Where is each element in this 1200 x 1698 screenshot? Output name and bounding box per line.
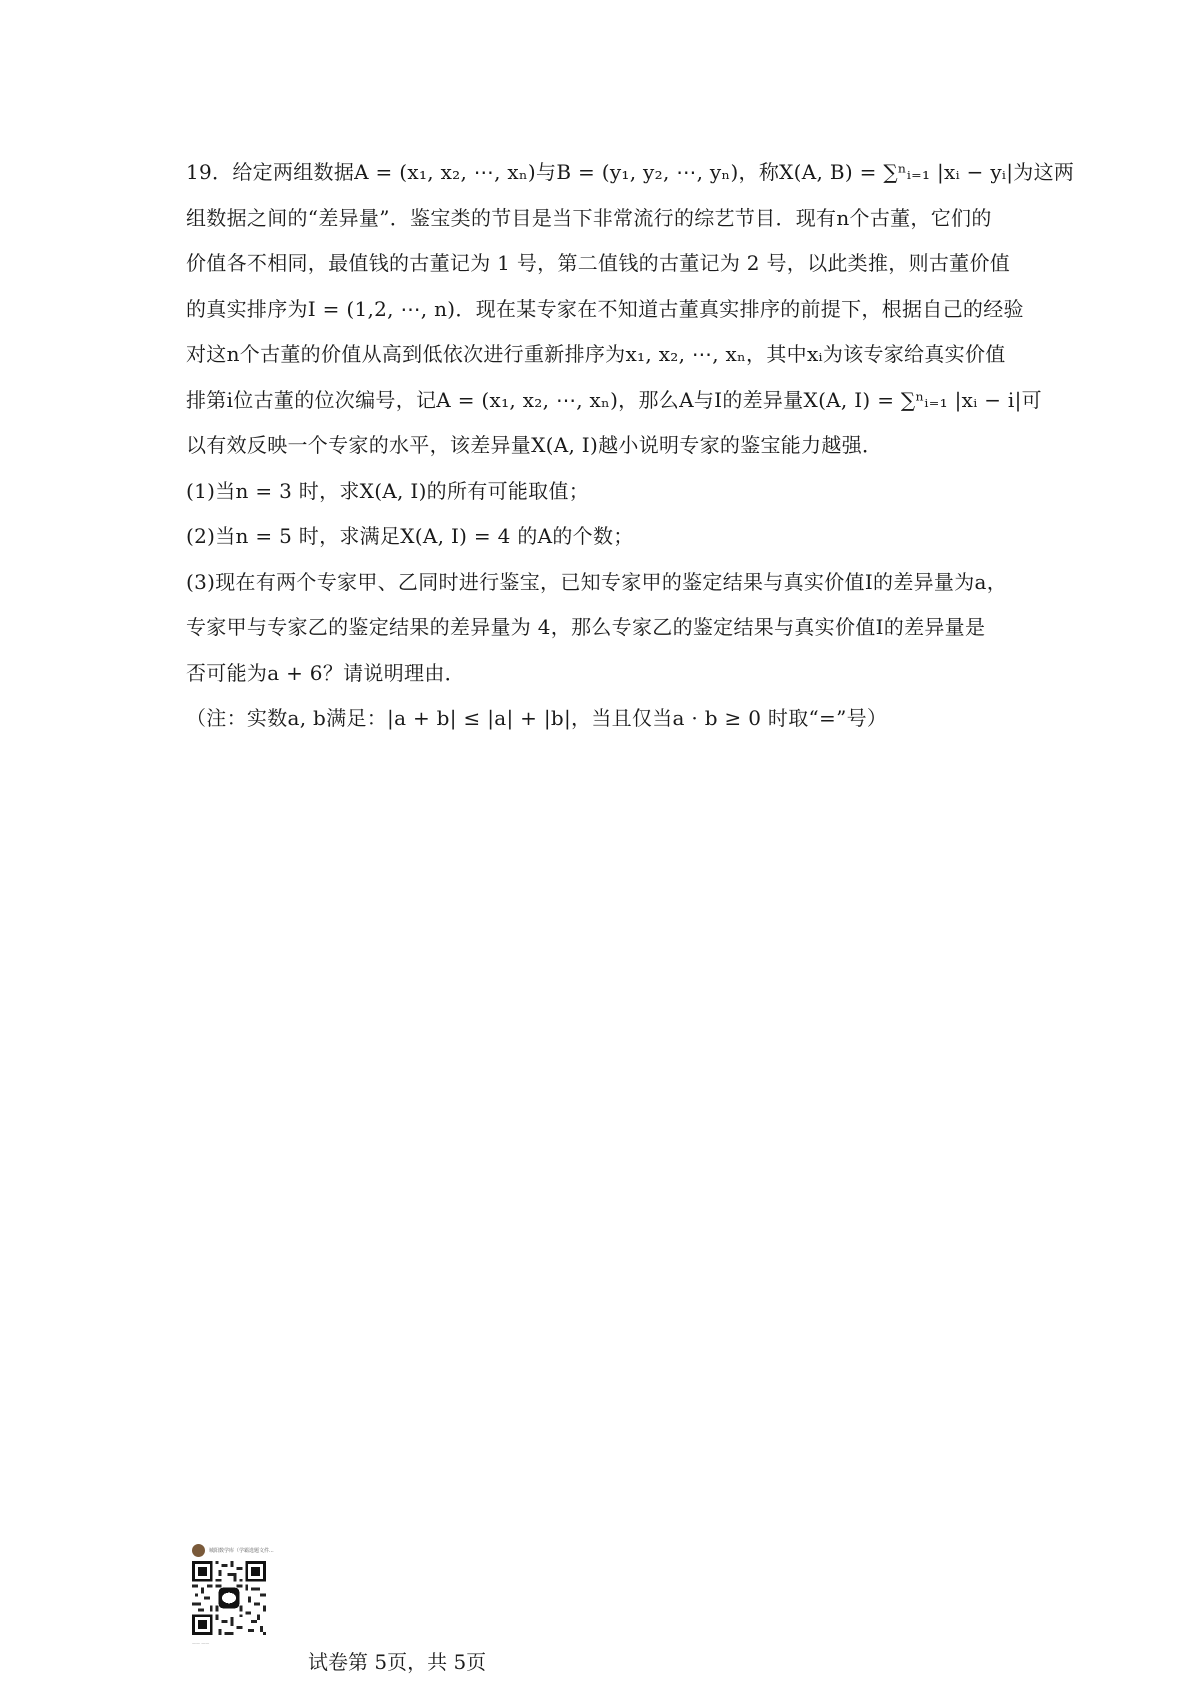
note: （注：实数a, b满足：|a + b| ≤ |a| + |b|，当且仅当a · b ≥ 0 时取“=”号）	[186, 706, 888, 730]
problem-line: 的真实排序为I = (1,2, ⋯, n)．现在某专家在不知道古董真实排序的前提下，根据自己的经验	[186, 296, 1024, 321]
problem-line: 对这n个古董的价值从高到低依次进行重新排序为x₁, x₂, ⋯, xₙ，其中xᵢ为该专家给真实价值	[186, 342, 1006, 366]
qr-code-block	[192, 1542, 284, 1646]
sub-question-3: (3)现在有两个专家甲、乙同时进行鉴宝，已知专家甲的鉴定结果与真实价值I的差异量为a，	[186, 569, 1008, 594]
sub-question-1: (1)当n = 3 时，求X(A, I)的所有可能取值；	[186, 478, 590, 503]
sub-question-3-cont: 否可能为a + 6？请说明理由．	[186, 660, 465, 685]
qr-caption: 城阳数学库（学霸选题文件...	[209, 1547, 274, 1554]
qr-header	[192, 1542, 284, 1558]
avatar	[192, 1544, 205, 1557]
problem-line: 19．给定两组数据A = (x₁, x₂, ⋯, xₙ)与B = (y₁, y₂, ⋯, yₙ)，称X(A, B) = ∑ⁿᵢ₌₁ |xᵢ − yᵢ|为这两	[186, 160, 1075, 184]
qr-footnote: —— ——	[192, 1641, 210, 1646]
sub-question-2: (2)当n = 5 时，求满足X(A, I) = 4 的A的个数；	[186, 524, 634, 548]
problem-line: 以有效反映一个专家的水平，该差异量X(A, I)越小说明专家的鉴宝能力越强．	[186, 433, 883, 457]
qr-code-image	[192, 1561, 266, 1635]
page-number: 试卷第 5页，共 5页	[308, 1650, 487, 1674]
problem-line: 组数据之间的“差异量”．鉴宝类的节目是当下非常流行的综艺节目．现有n个古董，它们的	[186, 205, 992, 230]
sub-question-3-cont: 专家甲与专家乙的鉴定结果的差异量为 4，那么专家乙的鉴定结果与真实价值I的差异量是	[186, 615, 986, 639]
problem-line: 价值各不相同，最值钱的古董记为 1 号，第二值钱的古董记为 2 号，以此类推，则古董价值	[186, 251, 1011, 275]
problem-line: 排第i位古董的位次编号，记A = (x₁, x₂, ⋯, xₙ)，那么A与I的差异量X(A, I) = ∑ⁿᵢ₌₁ |xᵢ − i|可	[186, 387, 1042, 412]
problem-19	[186, 150, 1075, 742]
